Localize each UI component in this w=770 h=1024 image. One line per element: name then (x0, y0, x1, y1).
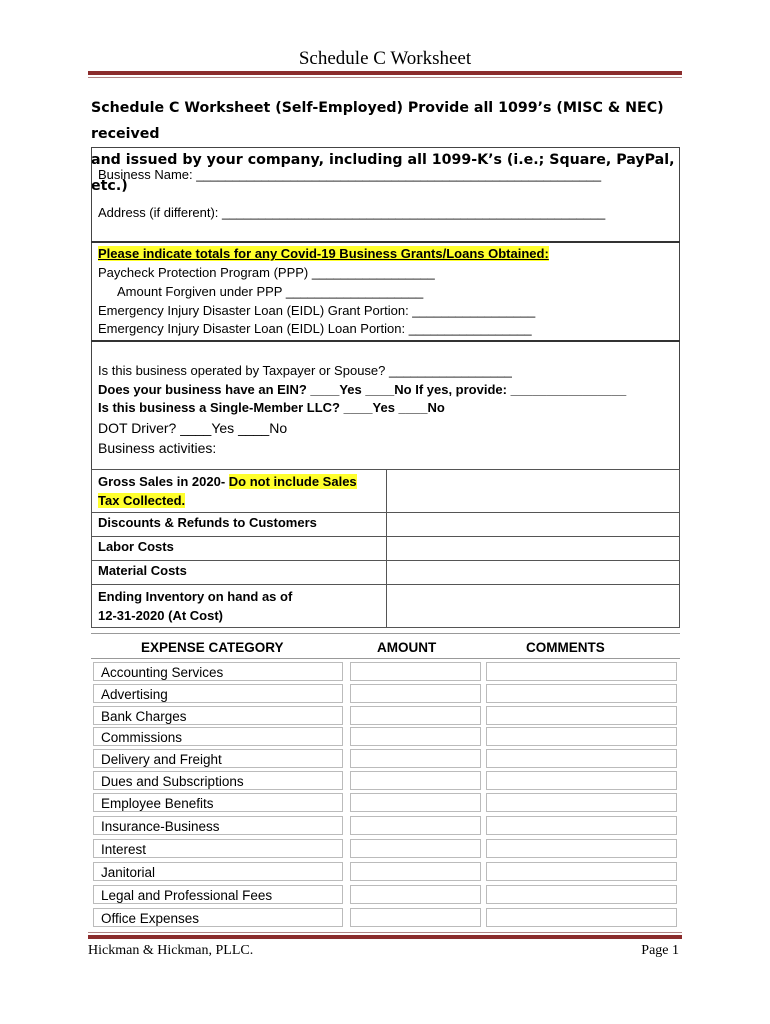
table-row (92, 470, 680, 513)
expense-comments-input[interactable] (486, 727, 677, 746)
eidl-loan-field[interactable]: Emergency Injury Disaster Loan (EIDL) Loan Portion: _________________ (98, 321, 532, 336)
dot-driver-question[interactable]: DOT Driver? ____Yes ____No (98, 420, 288, 436)
table-row (93, 749, 680, 769)
table-row (92, 561, 680, 585)
expense-category-cell: Interest (93, 839, 343, 858)
table-row (93, 908, 680, 928)
expense-category-cell: Bank Charges (93, 706, 343, 725)
expense-amount-input[interactable] (350, 684, 481, 703)
expense-comments-input[interactable] (486, 908, 677, 927)
material-costs-value[interactable] (387, 561, 680, 585)
discounts-value[interactable] (387, 513, 680, 537)
expense-category-cell: Accounting Services (93, 662, 343, 681)
table-row (92, 513, 680, 537)
footer-rule-thin (88, 932, 682, 933)
expense-comments-input[interactable] (486, 684, 677, 703)
footer-page-number: Page 1 (641, 943, 679, 958)
amount-header: AMOUNT (377, 640, 437, 655)
page-title: Schedule C Worksheet (298, 48, 472, 69)
table-row (93, 885, 680, 905)
expense-comments-input[interactable] (486, 662, 677, 681)
table-row (92, 585, 680, 628)
ending-inventory-label: Ending Inventory on hand as of 12-31-2020 (At Cost) (92, 585, 387, 628)
expense-amount-input[interactable] (350, 908, 481, 927)
address-field[interactable]: Address (if different): _____________________________________________________ (98, 205, 606, 220)
expense-comments-input[interactable] (486, 706, 677, 725)
expense-category-cell: Legal and Professional Fees (93, 885, 343, 904)
ppp-forgiven-field[interactable]: Amount Forgiven under PPP ___________________ (117, 284, 424, 299)
expense-category-cell: Delivery and Freight (93, 749, 343, 768)
llc-question[interactable]: Is this business a Single-Member LLC? ____Yes ____No (98, 400, 445, 415)
discounts-label: Discounts & Refunds to Customers (92, 513, 387, 537)
expense-amount-input[interactable] (350, 839, 481, 858)
expense-comments-input[interactable] (486, 771, 677, 790)
section-divider (91, 241, 680, 243)
expense-amount-input[interactable] (350, 793, 481, 812)
expense-comments-input[interactable] (486, 839, 677, 858)
gross-sales-label: Gross Sales in 2020- Do not include Sales Tax Collected. (92, 470, 387, 513)
covid-heading: Please indicate totals for any Covid-19 Business Grants/Loans Obtained: (98, 246, 549, 261)
expense-amount-input[interactable] (350, 749, 481, 768)
ppp-field[interactable]: Paycheck Protection Program (PPP) _________________ (98, 265, 435, 280)
footer-firm: Hickman & Hickman, PLLC. (88, 943, 254, 958)
section-divider (91, 340, 680, 342)
business-activities-label: Business activities: (98, 440, 217, 456)
eidl-grant-field[interactable]: Emergency Injury Disaster Loan (EIDL) Grant Portion: _________________ (98, 303, 536, 318)
header-rule-thin (88, 77, 682, 78)
table-row (93, 771, 680, 791)
business-name-field[interactable]: Business Name: ________________________________________________________ (98, 167, 602, 182)
table-row (93, 684, 680, 704)
labor-costs-value[interactable] (387, 537, 680, 561)
comments-header: COMMENTS (526, 640, 605, 655)
table-row (93, 662, 680, 682)
material-costs-label: Material Costs (92, 561, 387, 585)
expense-amount-input[interactable] (350, 771, 481, 790)
ein-question[interactable]: Does your business have an EIN? ____Yes ____No If yes, provide: ________________ (98, 382, 627, 397)
expense-comments-input[interactable] (486, 793, 677, 812)
ending-inventory-value[interactable] (387, 585, 680, 628)
footer-rule (88, 935, 682, 939)
table-row (93, 862, 680, 882)
expense-category-cell: Office Expenses (93, 908, 343, 927)
table-row (93, 793, 680, 813)
intro-line-2: and issued by your company, including all 1099-K’s (i.e.; Square, PayPal, etc.) (91, 152, 675, 194)
gross-sales-value[interactable] (387, 470, 680, 513)
expense-category-cell: Commissions (93, 727, 343, 746)
expense-amount-input[interactable] (350, 816, 481, 835)
expense-amount-input[interactable] (350, 885, 481, 904)
expense-comments-input[interactable] (486, 816, 677, 835)
table-row (93, 727, 680, 747)
expense-category-cell: Employee Benefits (93, 793, 343, 812)
table-row (93, 816, 680, 836)
expense-category-cell: Dues and Subscriptions (93, 771, 343, 790)
expense-amount-input[interactable] (350, 662, 481, 681)
expense-category-cell: Advertising (93, 684, 343, 703)
expense-category-header: EXPENSE CATEGORY (141, 640, 284, 655)
expense-comments-input[interactable] (486, 885, 677, 904)
sales-costs-table (91, 469, 680, 628)
table-row (93, 839, 680, 859)
expense-category-cell: Insurance-Business (93, 816, 343, 835)
table-row (92, 537, 680, 561)
expense-amount-input[interactable] (350, 706, 481, 725)
expense-comments-input[interactable] (486, 749, 677, 768)
intro-line-1: Schedule C Worksheet (Self-Employed) Provide all 1099’s (MISC & NEC) received (91, 100, 664, 142)
expense-category-cell: Janitorial (93, 862, 343, 881)
expense-comments-input[interactable] (486, 862, 677, 881)
expense-amount-input[interactable] (350, 727, 481, 746)
expense-top-rule (91, 633, 680, 634)
expense-amount-input[interactable] (350, 862, 481, 881)
expense-header-rule (91, 658, 680, 659)
operated-by-field[interactable]: Is this business operated by Taxpayer or Spouse? _________________ (98, 363, 512, 378)
labor-costs-label: Labor Costs (92, 537, 387, 561)
table-row (93, 706, 680, 726)
header-rule (88, 71, 682, 75)
